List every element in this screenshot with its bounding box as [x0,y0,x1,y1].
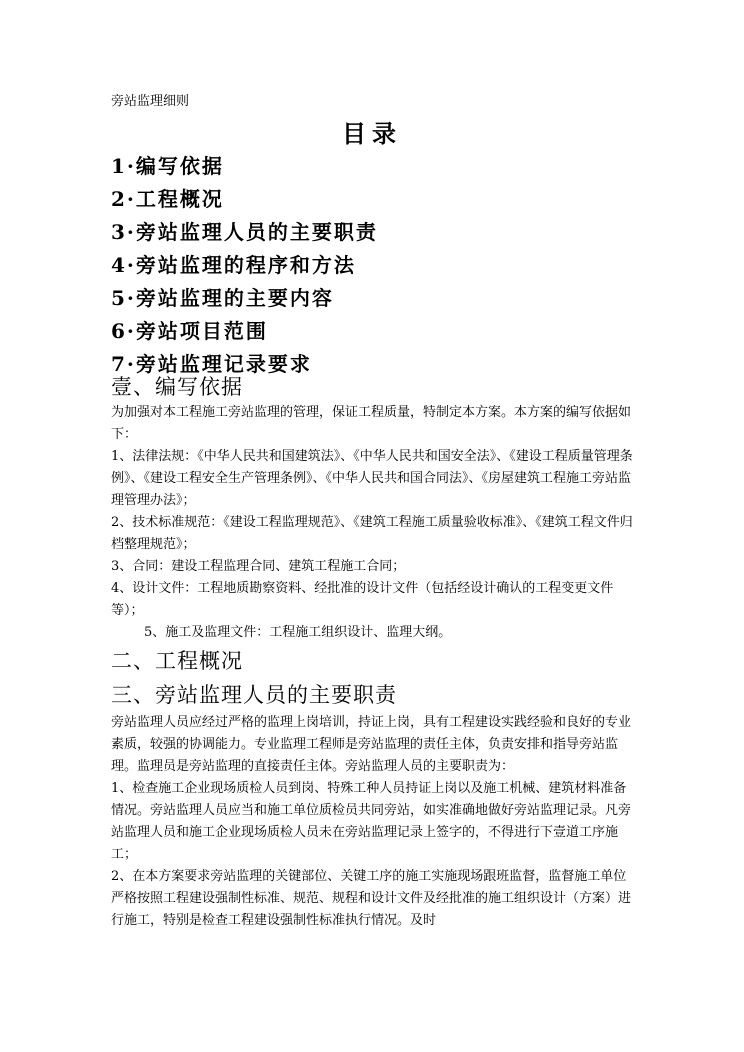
toc-item: 4·旁站监理的程序和方法 [111,253,356,277]
toc-item: 7·旁站监理记录要求 [111,352,312,376]
toc-item: 3·旁站监理人员的主要职责 [111,220,378,244]
list-item: 2、技术标准规范：《建设工程监理规范》、《建筑工程施工质量验收标准》、《建筑工程文件归档整理规范》； [111,515,633,552]
document-body [111,372,635,932]
table-of-contents [111,150,378,381]
list-item: 5、施工及监理文件：工程施工组织设计、监理大纲。 [144,625,452,640]
toc-item: 6·旁站项目范围 [111,319,268,343]
section-heading: 三、旁站监理人员的主要职责 [111,683,397,707]
paragraph: 为加强对本工程施工旁站监理的管理，保证工程质量，特制定本方案。本方案的编写依据如下： [111,405,632,442]
list-item: 2、在本方案要求旁站监理的关键部位、关键工序的施工实施现场跟班监督，监督施工单位严格按照工程建设强制性标准、规范、规程和设计文件及经批准的施工组织设计（方案）进行施工，特别是检查工程建设强制性标准执行情况。及时 [111,869,632,928]
list-item: 4、设计文件：工程地质勘察资料、经批准的设计文件（包括经设计确认的工程变更文件等）； [111,581,614,618]
paragraph: 旁站监理人员应经过严格的监理上岗培训，持证上岗，具有工程建设实践经验和良好的专业素质，较强的协调能力。专业监理工程师是旁站监理的责任主体，负责安排和指导旁站监理。监理员是旁站监理的直接责任主体。旁站监理人员的主要职责为： [111,715,632,774]
toc-item: 2·工程概况 [111,187,224,211]
list-item: 3、合同：建设工程监理合同、建筑工程施工合同； [111,559,406,574]
list-item: 1、检查施工企业现场质检人员到岗、特殊工种人员持证上岗以及施工机械、建筑材料准备情况。旁站监理人员应当和施工单位质检员共同旁站，如实准确地做好旁站监理记录。凡旁站监理人员和施工企业现场质检人员未在旁站监理记录上签字的，不得进行下壹道工序施工； [111,781,632,862]
document-header: 旁站监理细则 [111,94,190,109]
list-item: 1、法律法规：《中华人民共和国建筑法》、《中华人民共和国安全法》、《建设工程质量管理条例》、《建设工程安全生产管理条例》、《中华人民共和国合同法》、《房屋建筑工程施工旁站监理管理办法》； [111,449,633,508]
toc-item: 1·编写依据 [111,154,224,178]
toc-title: 目录 [342,119,402,148]
section-heading: 壹、编写依据 [111,375,243,399]
toc-item: 5·旁站监理的主要内容 [111,286,334,310]
section-heading: 二、工程概况 [111,649,243,673]
